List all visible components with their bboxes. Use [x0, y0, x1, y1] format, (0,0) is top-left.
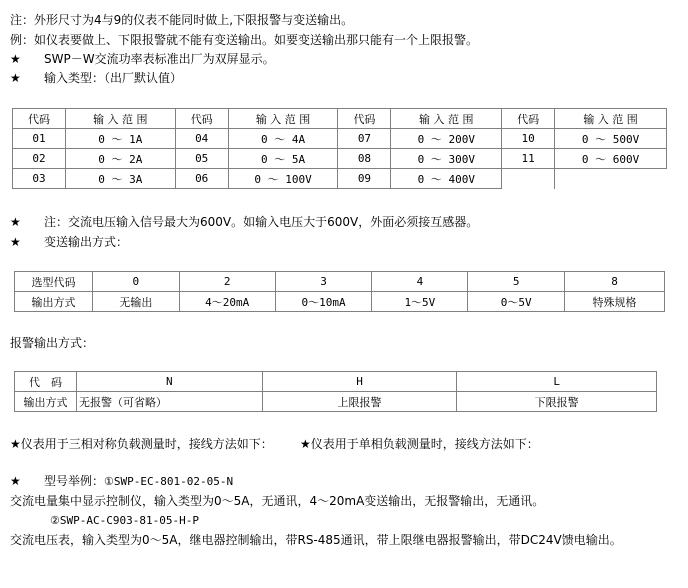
table-cell: 3: [275, 272, 372, 292]
table-cell: 10: [502, 129, 555, 149]
table-cell: 8: [565, 272, 665, 292]
star-icon: ★: [10, 71, 21, 85]
table-cell: 02: [13, 149, 66, 169]
table-cell: 01: [13, 129, 66, 149]
table-cell: 0～10mA: [275, 292, 372, 312]
table-cell: 0 ～ 1A: [65, 129, 175, 149]
table-cell: 0 ～ 600V: [555, 149, 667, 169]
table-cell: 09: [338, 169, 391, 189]
table-cell: 0 ～ 4A: [228, 129, 338, 149]
header-cell: 代码: [175, 109, 228, 129]
note-voltage-text: 注：交流电压输入信号最大为600V。如输入电压大于600V，外面必须接互感器。: [44, 215, 479, 229]
table-cell: 无报警（可省略）: [76, 392, 262, 412]
header-cell: 代码: [13, 109, 66, 129]
table-cell: N: [76, 372, 262, 392]
table-cell: 1～5V: [372, 292, 468, 312]
star-icon: ★: [10, 474, 21, 488]
note-example: 例：如仪表要做上、下限报警就不能有变送输出。如要变送输出那只能有一个上限报警。: [10, 33, 479, 47]
table-cell: 0 ～ 400V: [391, 169, 502, 189]
table-cell: 输出方式: [15, 292, 93, 312]
alarm-title: 报警输出方式：: [10, 336, 95, 350]
table-row: [13, 129, 667, 149]
table-cell: 0 ～ 100V: [228, 169, 338, 189]
model-code-2: ②SWP-AC-C903-81-05-H-P: [50, 514, 199, 527]
table-cell: 选型代码: [15, 272, 93, 292]
star-icon: ★: [10, 215, 21, 229]
star-icon: ★: [10, 235, 21, 249]
note-voltage: [10, 214, 478, 230]
table-cell: 无输出: [92, 292, 179, 312]
table-row: [15, 292, 665, 312]
table-cell: 输出方式: [15, 392, 77, 412]
alarm-output-table: [14, 371, 657, 412]
table-cell: H: [262, 372, 457, 392]
table-cell: 特殊规格: [565, 292, 665, 312]
table-cell: 0 ～ 5A: [228, 149, 338, 169]
model-example-title: [10, 473, 233, 490]
table-cell: 0 ～ 200V: [391, 129, 502, 149]
table-cell: 5: [468, 272, 565, 292]
input-type-title-text: 输入类型：（出厂默认值）: [44, 71, 183, 85]
table-header-row: [13, 109, 667, 129]
table-cell: 04: [175, 129, 228, 149]
model-desc-2: 交流电压表，输入类型为0～5A，继电器控制输出，带RS-485通讯，带上限继电器报警输出，带DC24V馈电输出。: [10, 533, 622, 547]
header-cell: 代码: [502, 109, 555, 129]
header-cell: 输 入 范 围: [391, 109, 502, 129]
star-icon: ★: [10, 52, 21, 66]
table-cell: 上限报警: [262, 392, 457, 412]
header-cell: 输 入 范 围: [65, 109, 175, 129]
wiring-single-phase: ★仪表用于单相负载测量时，接线方法如下：: [300, 437, 539, 451]
table-cell: 2: [179, 272, 275, 292]
model-desc-1: 交流电量集中显示控制仪，输入类型为0～5A，无通讯，4～20mA变送输出，无报警输出，无通讯。: [10, 494, 545, 508]
note-size: 注：外形尺寸为4与9的仪表不能同时做上,下限报警与变送输出。: [10, 13, 354, 27]
input-type-table: [12, 108, 667, 189]
table-cell: 0: [92, 272, 179, 292]
table-cell: 03: [13, 169, 66, 189]
table-cell: 0 ～ 300V: [391, 149, 502, 169]
header-cell: 输 入 范 围: [228, 109, 338, 129]
table-cell: 4～20mA: [179, 292, 275, 312]
transmit-output-table: [14, 271, 665, 312]
table-cell: 0 ～ 3A: [65, 169, 175, 189]
table-cell: 0 ～ 2A: [65, 149, 175, 169]
table-cell: 0～5V: [468, 292, 565, 312]
wiring-three-phase: ★仪表用于三相对称负载测量时，接线方法如下：: [10, 437, 273, 451]
table-row: [15, 392, 657, 412]
table-cell: [502, 169, 555, 189]
table-cell: [555, 169, 667, 189]
table-cell: 代 码: [15, 372, 77, 392]
model-label: 型号举例：: [44, 474, 105, 488]
table-cell: L: [457, 372, 657, 392]
table-row: [15, 272, 665, 292]
table-cell: 07: [338, 129, 391, 149]
transmit-title: [10, 234, 128, 250]
table-cell: 08: [338, 149, 391, 169]
input-type-title: [10, 70, 182, 86]
table-row: [15, 372, 657, 392]
table-cell: 11: [502, 149, 555, 169]
note-swp-w-text: SWP－W交流功率表标准出厂为双屏显示。: [44, 52, 275, 66]
header-cell: 输 入 范 围: [555, 109, 667, 129]
table-cell: 下限报警: [457, 392, 657, 412]
table-cell: 06: [175, 169, 228, 189]
table-cell: 4: [372, 272, 468, 292]
table-row: [13, 169, 667, 189]
header-cell: 代码: [338, 109, 391, 129]
transmit-title-text: 变送输出方式：: [44, 235, 129, 249]
table-cell: 05: [175, 149, 228, 169]
note-swp-w: [10, 51, 275, 67]
table-cell: 0 ～ 500V: [555, 129, 667, 149]
table-row: [13, 149, 667, 169]
model-code-1: ①SWP-EC-801-02-05-N: [104, 475, 234, 488]
